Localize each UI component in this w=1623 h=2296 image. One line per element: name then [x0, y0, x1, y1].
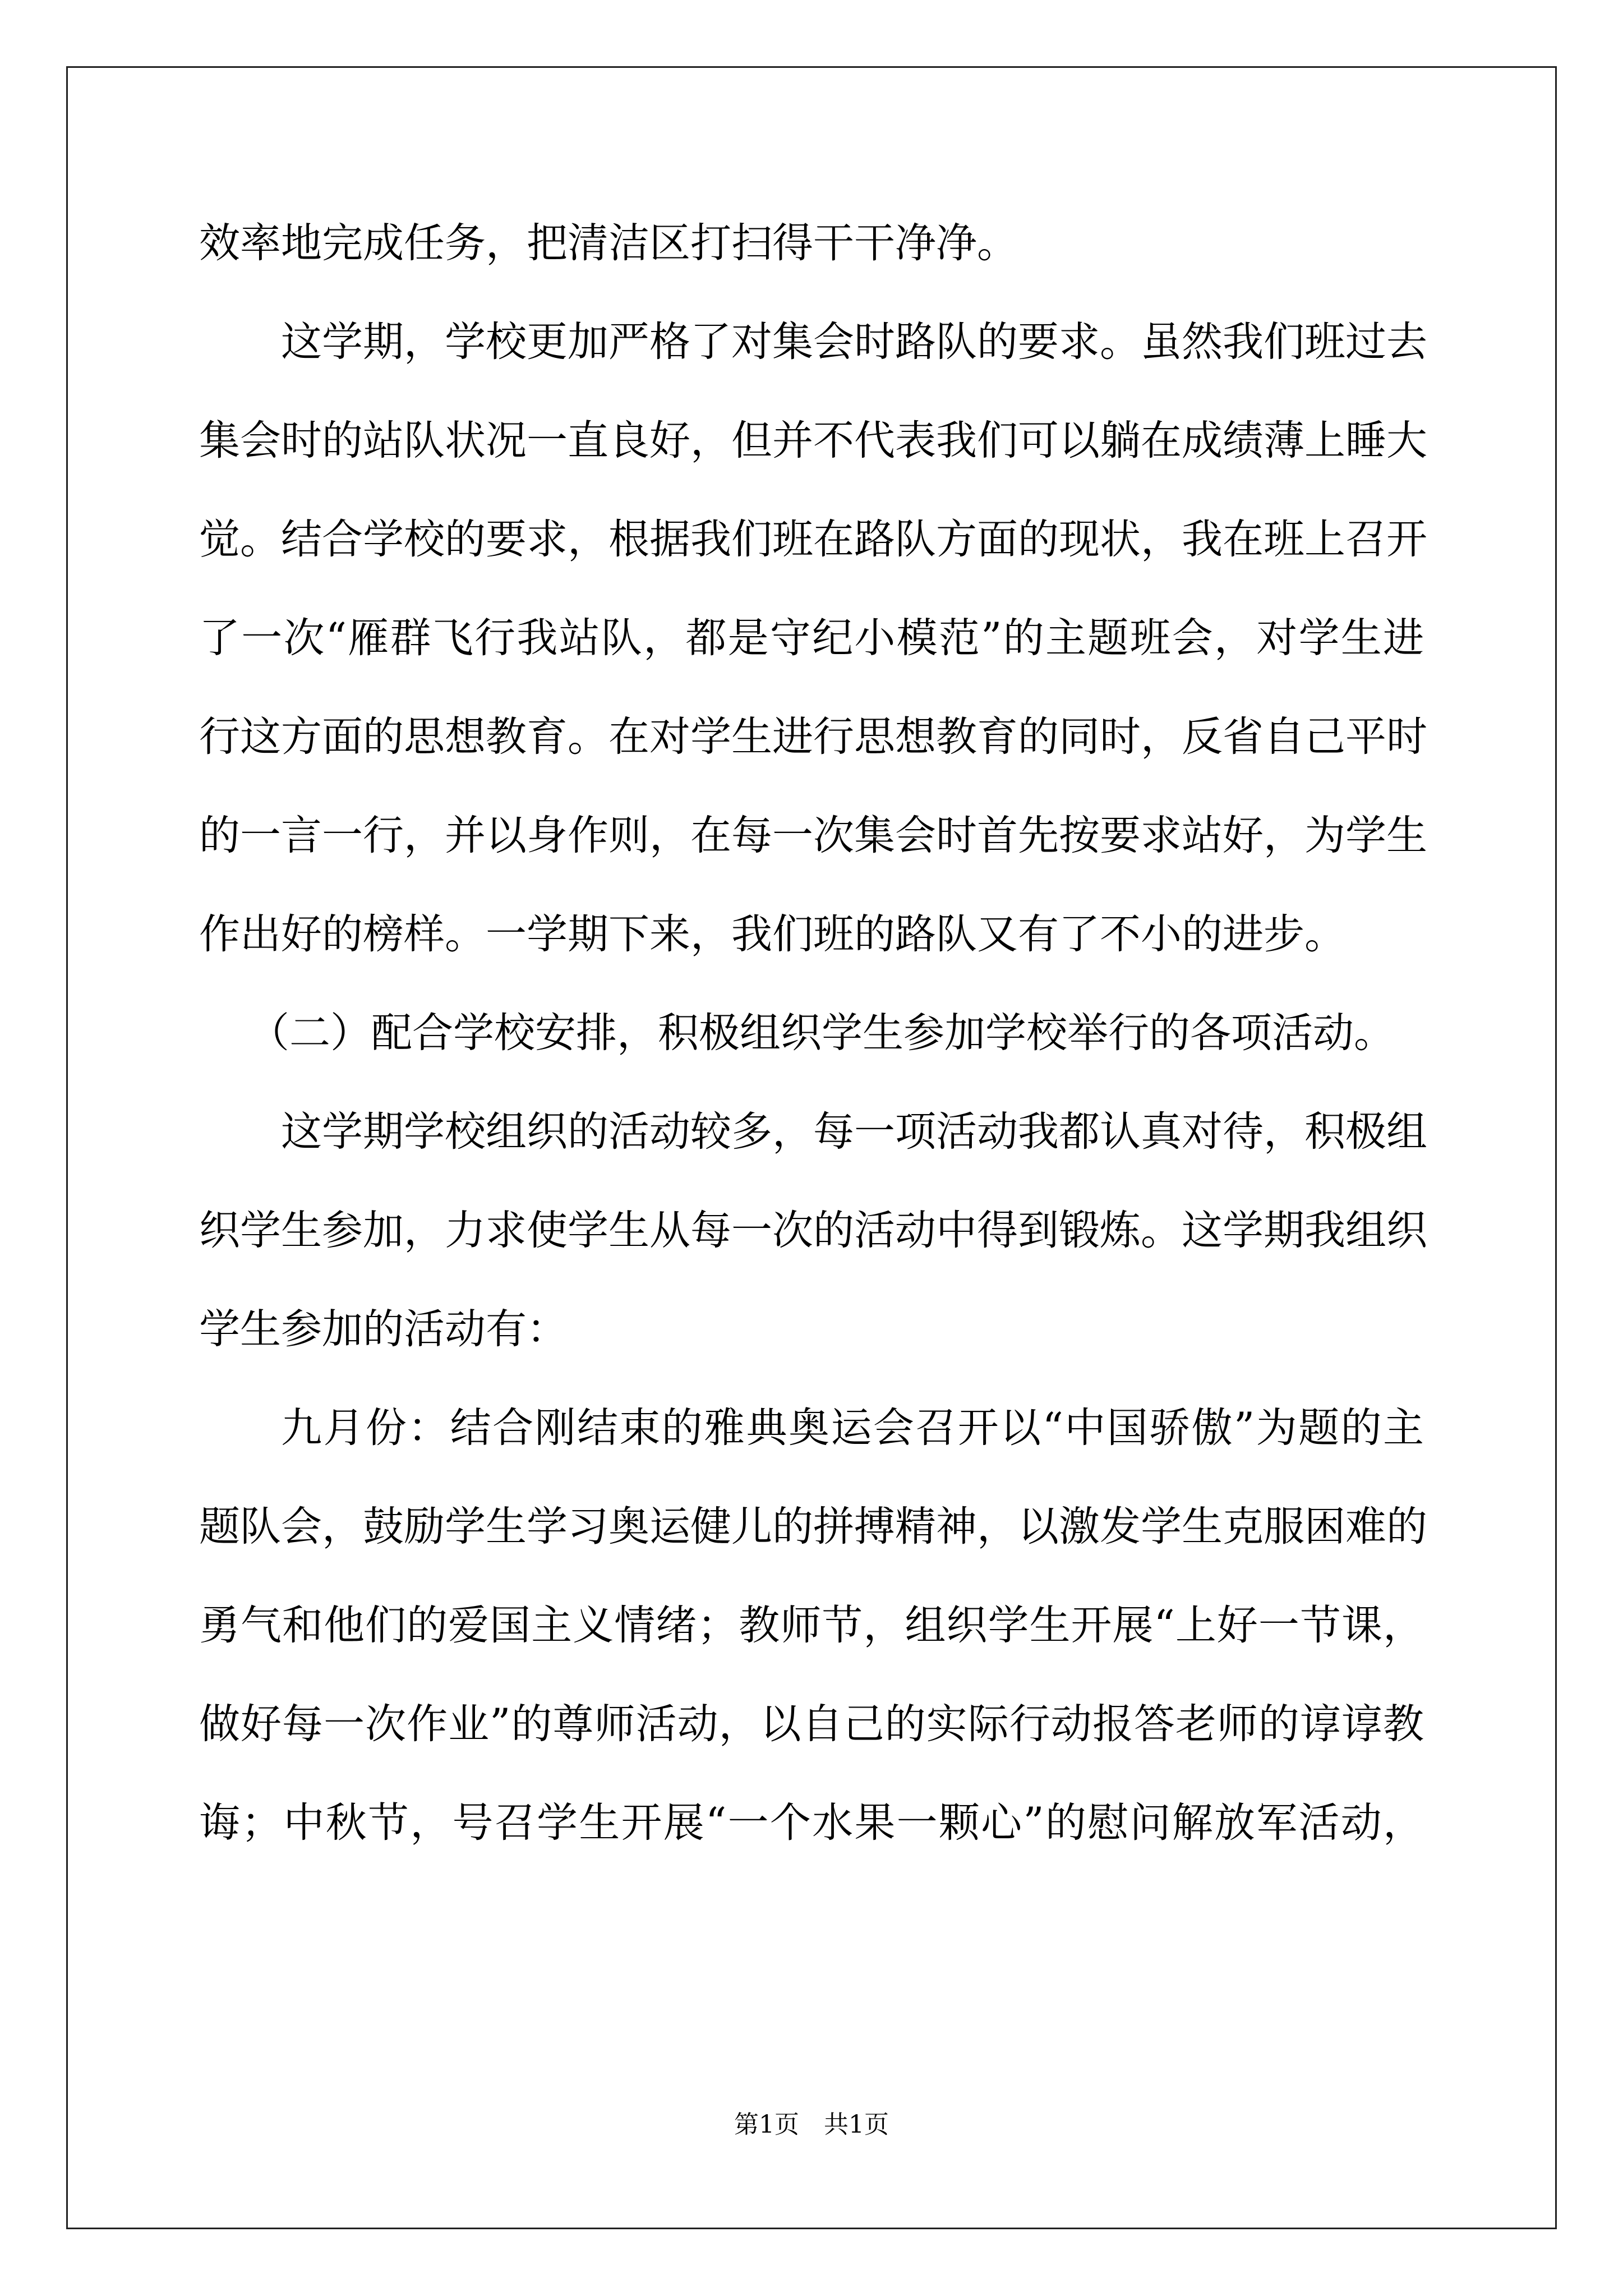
text-line: 了一次“雁群飞行我站队，都是守纪小模范”的主题班会，对学生进 — [199, 614, 1424, 662]
paragraph-start-line: 九月份：结合刚结束的雅典奥运会召开以“中国骄傲”为题的主 — [281, 1404, 1424, 1452]
text-line: 题队会，鼓励学生学习奥运健儿的拼搏精神，以激发学生克服困难的 — [199, 1503, 1427, 1550]
text-line: 做好每一次作业”的尊师活动，以自己的实际行动报答老师的谆谆教 — [199, 1700, 1424, 1748]
section-heading: （二）配合学校安排，积极组织学生参加学校举行的各项活动。 — [248, 1009, 1395, 1057]
text-line: 的一言一行，并以身作则，在每一次集会时首先按要求站好，为学生 — [199, 812, 1427, 859]
text-line: 集会时的站队状况一直良好，但并不代表我们可以躺在成绩薄上睡大 — [199, 417, 1427, 464]
text-line: 觉。结合学校的要求，根据我们班在路队方面的现状，我在班上召开 — [199, 516, 1427, 563]
text-line: 织学生参加，力求使学生从每一次的活动中得到锻炼。这学期我组织 — [199, 1207, 1427, 1254]
text-line: 诲；中秋节，号召学生开展“一个水果一颗心”的慰问解放军活动， — [199, 1799, 1424, 1847]
text-line: 行这方面的思想教育。在对学生进行思想教育的同时，反省自己平时 — [199, 713, 1427, 761]
paragraph-start-line: 这学期学校组织的活动较多，每一项活动我都认真对待，积极组 — [281, 1108, 1427, 1156]
page-number-footer: 第1页 共1页 — [734, 2110, 889, 2139]
text-line: 效率地完成任务，把清洁区打扫得干干净净。 — [199, 219, 1018, 267]
text-line: 作出好的榜样。一学期下来，我们班的路队又有了不小的进步。 — [199, 910, 1345, 958]
text-line: 学生参加的活动有： — [199, 1305, 568, 1353]
text-line: 勇气和他们的爱国主义情绪；教师节，组织学生开展“上好一节课， — [199, 1602, 1424, 1649]
paragraph-start-line: 这学期，学校更加严格了对集会时路队的要求。虽然我们班过去 — [281, 318, 1427, 366]
